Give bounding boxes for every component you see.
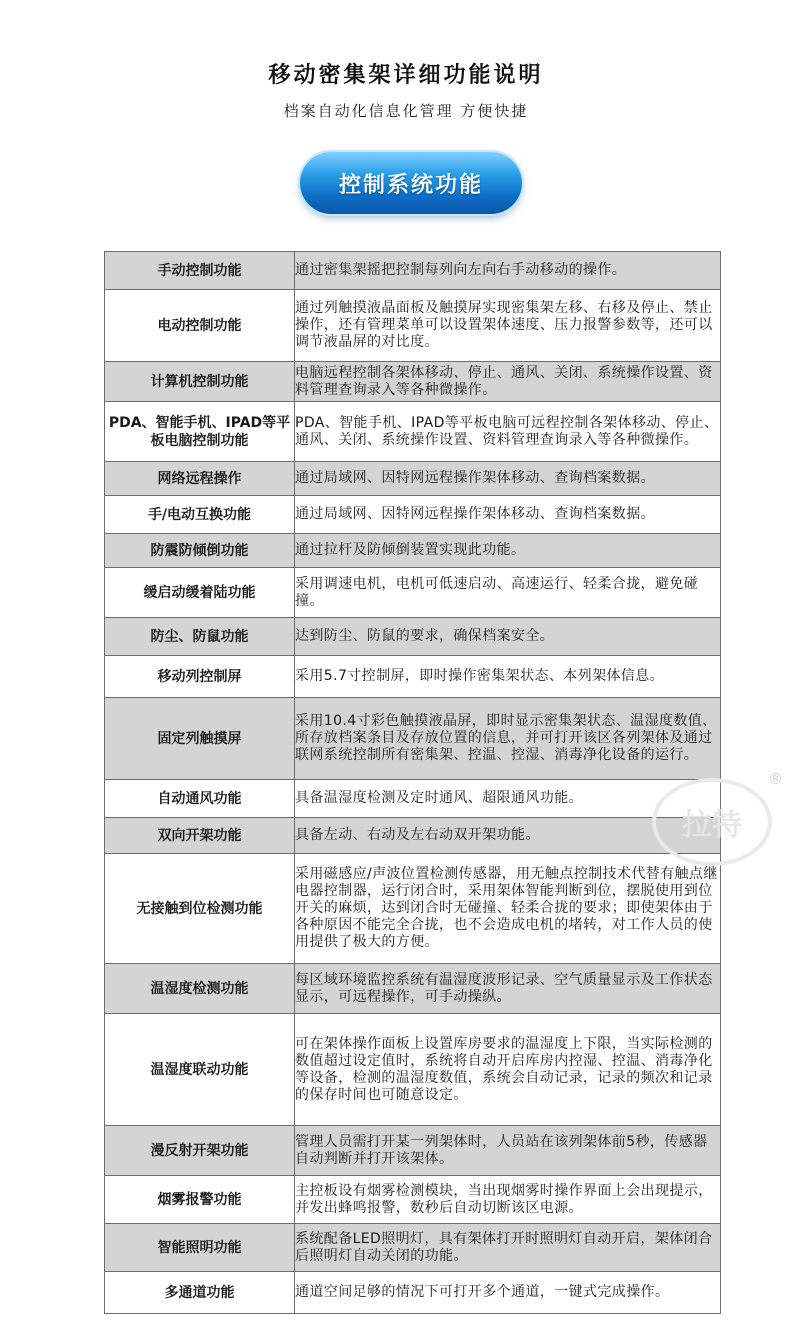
function-name-cell: 温湿度联动功能 — [105, 1014, 295, 1126]
page-subtitle: 档案自动化信息化管理 方便快捷 — [283, 102, 529, 120]
function-name-cell: 缓启动缓着陆功能 — [105, 568, 295, 618]
table-row — [105, 568, 721, 618]
table-row — [105, 964, 721, 1014]
function-name-cell: 固定列触摸屏 — [105, 698, 295, 780]
function-description-cell: 主控板设有烟雾检测模块，当出现烟雾时操作界面上会出现提示，并发出蜂鸣报警，数秒后自动切断该区电源。 — [295, 1176, 721, 1224]
function-name-cell: PDA、智能手机、IPAD等平板电脑控制功能 — [105, 402, 295, 462]
table-row — [105, 402, 721, 462]
function-name-cell: 智能照明功能 — [105, 1224, 295, 1272]
function-description-cell: 通过列触摸液晶面板及触摸屏实现密集架左移、右移及停止、禁止操作，还有管理菜单可以设置架体速度、压力报警参数等，还可以调节液晶屏的对比度。 — [295, 290, 721, 362]
function-name-cell: 移动列控制屏 — [105, 656, 295, 698]
function-name-cell: 多通道功能 — [105, 1272, 295, 1314]
table-row — [105, 362, 721, 402]
function-name-cell: 防尘、防鼠功能 — [105, 618, 295, 656]
function-name-cell: 电动控制功能 — [105, 290, 295, 362]
function-description-cell: 采用5.7寸控制屏，即时操作密集架状态、本列架体信息。 — [295, 656, 721, 698]
function-description-cell: 采用调速电机，电机可低速启动、高速运行、轻柔合拢，避免碰撞。 — [295, 568, 721, 618]
table-row — [105, 462, 721, 496]
table-row — [105, 1224, 721, 1272]
function-name-cell: 防震防倾倒功能 — [105, 534, 295, 568]
function-name-cell: 计算机控制功能 — [105, 362, 295, 402]
function-description-cell: 通道空间足够的情况下可打开多个通道，一键式完成操作。 — [295, 1272, 721, 1314]
function-spec-table — [104, 251, 721, 1314]
function-description-cell: 管理人员需打开某一列架体时，人员站在该列架体前5秒，传感器自动判断并打开该架体。 — [295, 1126, 721, 1176]
table-row — [105, 1272, 721, 1314]
table-row — [105, 1126, 721, 1176]
function-description-cell: PDA、智能手机、IPAD等平板电脑可远程控制各架体移动、停止、通风、关闭、系统操作设置、资料管理查询录入等各种微操作。 — [295, 402, 721, 462]
table-row — [105, 780, 721, 818]
table-row — [105, 698, 721, 780]
function-description-cell: 系统配备LED照明灯，具有架体打开时照明灯自动开启，架体闭合后照明灯自动关闭的功能。 — [295, 1224, 721, 1272]
function-name-cell: 网络远程操作 — [105, 462, 295, 496]
function-name-cell: 无接触到位检测功能 — [105, 854, 295, 964]
function-description-cell: 通过密集架摇把控制每列向左向右手动移动的操作。 — [295, 252, 721, 290]
table-row — [105, 656, 721, 698]
function-description-cell: 通过局域网、因特网远程操作架体移动、查询档案数据。 — [295, 496, 721, 534]
function-name-cell: 漫反射开架功能 — [105, 1126, 295, 1176]
table-row — [105, 290, 721, 362]
table-row — [105, 854, 721, 964]
function-name-cell: 手动控制功能 — [105, 252, 295, 290]
table-row — [105, 818, 721, 854]
function-description-cell: 采用10.4寸彩色触摸液晶屏，即时显示密集架状态、温湿度数值、所存放档案条目及存放位置的信息，并可打开该区各列架体及通过联网系统控制所有密集架、控温、控湿、消毒净化设备的运行。 — [295, 698, 721, 780]
table-row — [105, 496, 721, 534]
page-title: 移动密集架详细功能说明 — [268, 63, 544, 88]
function-description-cell: 具备左动、右动及左右动双开架功能。 — [295, 818, 721, 854]
function-name-cell: 自动通风功能 — [105, 780, 295, 818]
function-name-cell: 手/电动互换功能 — [105, 496, 295, 534]
table-row — [105, 252, 721, 290]
function-description-cell: 达到防尘、防鼠的要求，确保档案安全。 — [295, 618, 721, 656]
function-name-cell: 温湿度检测功能 — [105, 964, 295, 1014]
function-name-cell: 双向开架功能 — [105, 818, 295, 854]
function-description-cell: 具备温湿度检测及定时通风、超限通风功能。 — [295, 780, 721, 818]
table-row — [105, 534, 721, 568]
function-description-cell: 电脑远程控制各架体移动、停止、通风、关闭、系统操作设置、资料管理查询录入等各种微操作。 — [295, 362, 721, 402]
registered-mark: ® — [768, 770, 783, 788]
function-name-cell: 烟雾报警功能 — [105, 1176, 295, 1224]
table-row — [105, 1014, 721, 1126]
brand-watermark-logo: 拉特 — [652, 778, 772, 866]
table-row — [105, 1176, 721, 1224]
function-description-cell: 通过局域网、因特网远程操作架体移动、查询档案数据。 — [295, 462, 721, 496]
table-row — [105, 618, 721, 656]
function-description-cell: 通过拉杆及防倾倒装置实现此功能。 — [295, 534, 721, 568]
control-system-functions-button[interactable]: 控制系统功能 — [300, 152, 522, 214]
function-description-cell: 每区域环境监控系统有温湿度波形记录、空气质量显示及工作状态显示，可远程操作，可手动操纵。 — [295, 964, 721, 1014]
function-description-cell: 采用磁感应/声波位置检测传感器，用无触点控制技术代替有触点继电器控制器，运行闭合时，采用架体智能判断到位，摆脱使用到位开关的麻烦，达到闭合时无碰撞、轻柔合拢的要求；即使架体由于各种原因不能完全合拢，也不会造成电机的堵转，对工作人员的使用提供了极大的方便。 — [295, 854, 721, 964]
function-description-cell: 可在架体操作面板上设置库房要求的温湿度上下限，当实际检测的数值超过设定值时，系统将自动开启库房内控湿、控温、消毒净化等设备，检测的温湿度数值，系统会自动记录，记录的频次和记录的保存时间也可随意设定。 — [295, 1014, 721, 1126]
